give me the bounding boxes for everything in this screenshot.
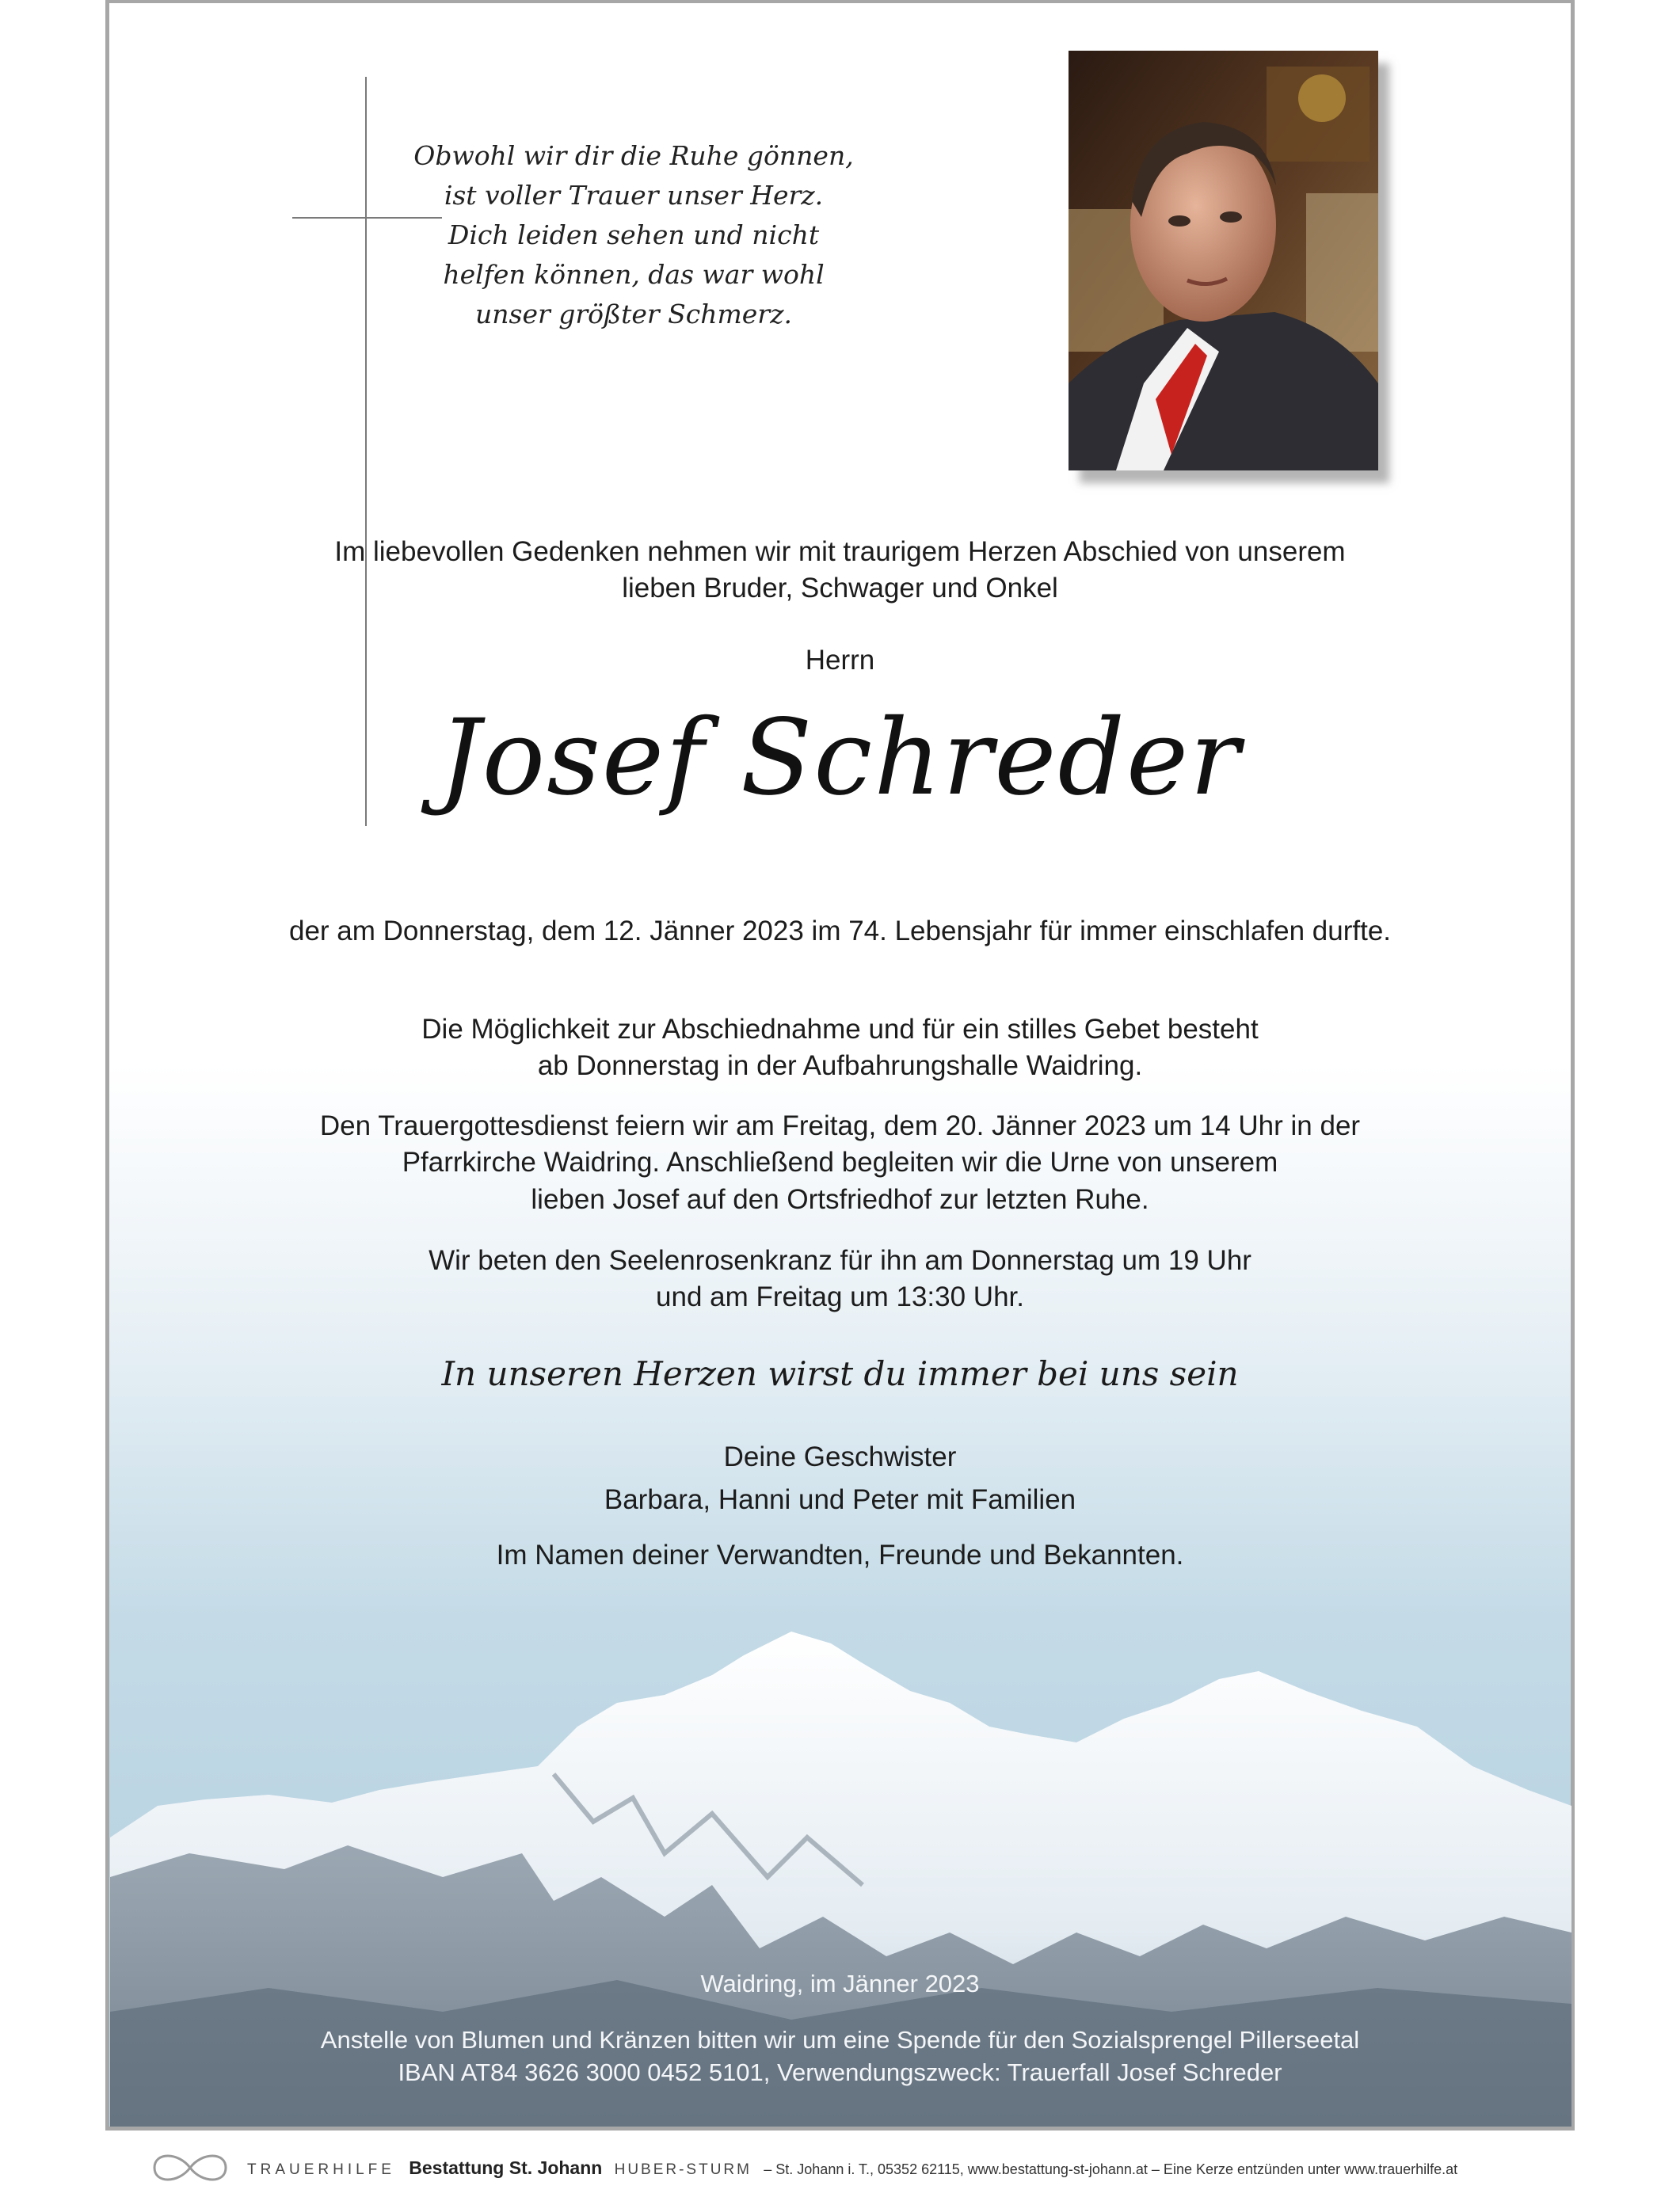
deceased-name: Josef Schreder bbox=[438, 697, 1242, 819]
rosary-line-1: Wir beten den Seelenrosenkranz für ihn am Donnerstag um 19 Uhr bbox=[429, 1245, 1251, 1276]
family-line-1: Deine Geschwister bbox=[723, 1441, 957, 1472]
motto: In unseren Herzen wirst du immer bei uns sein bbox=[441, 1354, 1239, 1393]
footer-brand-bestattung: Bestattung St. Johann bbox=[409, 2157, 603, 2178]
rosary-line-2: und am Freitag um 13:30 Uhr. bbox=[656, 1281, 1024, 1312]
footer-brand-huber-sturm: HUBER-STURM bbox=[614, 2161, 752, 2178]
portrait-photo bbox=[1069, 51, 1378, 470]
footer-brand-trauerhilfe: TRAUERHILFE bbox=[247, 2161, 395, 2178]
death-line: der am Donnerstag, dem 12. Jänner 2023 im 74. Lebensjahr für immer einschlafen durfte. bbox=[288, 916, 1392, 946]
infinity-logo-icon bbox=[147, 2148, 234, 2188]
poem bbox=[372, 136, 895, 334]
service-line-3: lieben Josef auf den Ortsfriedhof zur letzten Ruhe. bbox=[531, 1184, 1149, 1215]
poem-line: ist voller Trauer unser Herz. bbox=[444, 180, 824, 211]
intro-line-2: lieben Bruder, Schwager und Onkel bbox=[622, 573, 1058, 604]
family-line-3: Im Namen deiner Verwandten, Freunde und Bekannten. bbox=[496, 1540, 1184, 1571]
poem-line: unser größter Schmerz. bbox=[475, 299, 792, 329]
poem-line: Obwohl wir dir die Ruhe gönnen, bbox=[413, 140, 854, 171]
service-line-2: Pfarrkirche Waidring. Anschließend begleiten wir die Urne von unserem bbox=[402, 1147, 1278, 1178]
donation-line-2: IBAN AT84 3626 3000 0452 5101, Verwendungszweck: Trauerfall Josef Schreder bbox=[398, 2058, 1282, 2086]
service-line-1: Den Trauergottesdienst feiern wir am Freitag, dem 20. Jänner 2023 um 14 Uhr in der bbox=[319, 1110, 1361, 1141]
viewing-line-2: ab Donnerstag in der Aufbahrungshalle Waidring. bbox=[537, 1050, 1143, 1081]
salutation: Herrn bbox=[805, 645, 875, 676]
poem-line: Dich leiden sehen und nicht bbox=[448, 219, 820, 250]
footer-contact: – St. Johann i. T., 05352 62115, www.bestattung-st-johann.at – Eine Kerze entzünden unter www.trauerhilfe.at bbox=[764, 2161, 1458, 2177]
donation-line-1: Anstelle von Blumen und Kränzen bitten wir um eine Spende für den Sozialsprengel Pillerseetal bbox=[320, 2026, 1360, 2054]
footer-text bbox=[247, 2157, 1457, 2179]
footer-bar bbox=[0, 2140, 1680, 2201]
viewing-line-1: Die Möglichkeit zur Abschiednahme und für ein stilles Gebet besteht bbox=[421, 1014, 1259, 1045]
family-line-2: Barbara, Hanni und Peter mit Familien bbox=[604, 1484, 1076, 1515]
intro-line-1: Im liebevollen Gedenken nehmen wir mit traurigem Herzen Abschied von unserem bbox=[334, 536, 1346, 567]
place-date: Waidring, im Jänner 2023 bbox=[700, 1970, 980, 1997]
poem-line: helfen können, das war wohl bbox=[443, 259, 825, 290]
